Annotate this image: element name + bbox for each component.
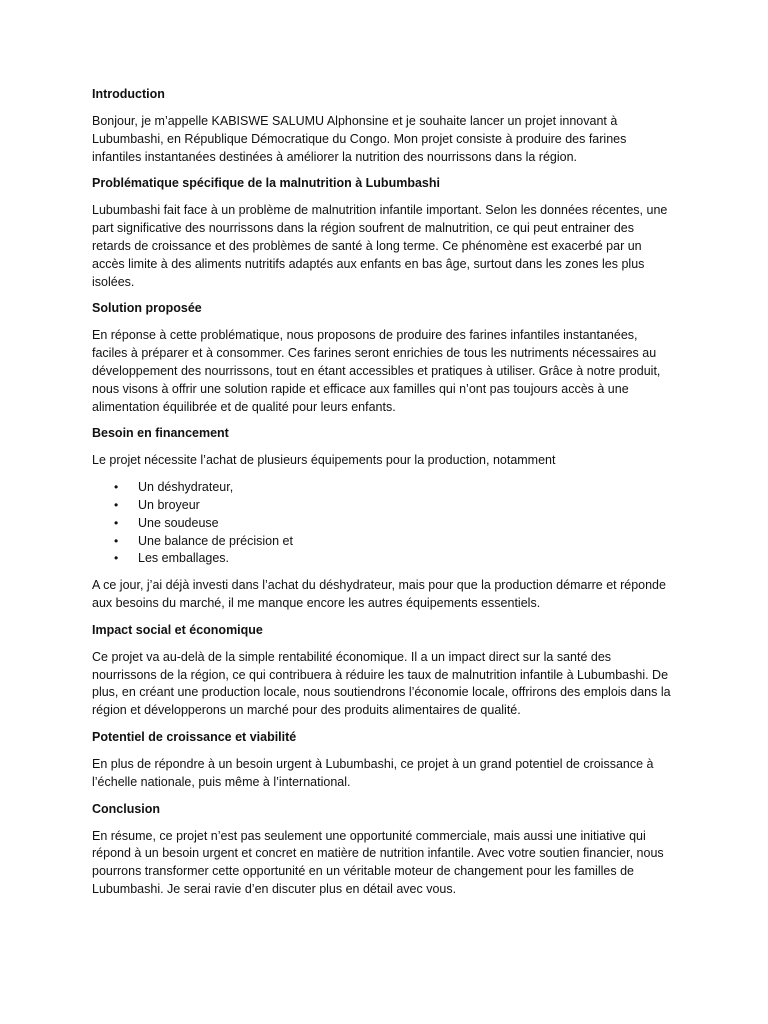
list-item-text: Une balance de précision et bbox=[138, 533, 293, 548]
paragraph-conclusion: En résume, ce projet n’est pas seulement une opportunité commerciale, mais aussi une initiative qui répond à un besoin urgent et concret en matière de nutrition infantile. Avec votre soutien financier, nous pourrons transformer cette opportunité en un véritable moteur de changement pour les familles de Lubumbashi. Je serai ravie d’en discuter plus en détail avec vous. bbox=[92, 828, 664, 896]
heading-funding: Besoin en financement bbox=[92, 426, 229, 441]
paragraph-funding-intro: Le projet nécessite l’achat de plusieurs équipements pour la production, notamment bbox=[92, 453, 556, 468]
list-item bbox=[92, 515, 676, 533]
list-item bbox=[92, 550, 676, 568]
heading-impact: Impact social et économique bbox=[92, 622, 263, 637]
bullet-icon: • bbox=[114, 533, 119, 548]
list-item-text: Un broyeur bbox=[138, 497, 200, 512]
bullet-icon: • bbox=[114, 497, 119, 512]
list-item bbox=[92, 497, 676, 515]
equipment-list bbox=[92, 479, 676, 568]
list-item bbox=[92, 533, 676, 551]
paragraph-solution: En réponse à cette problématique, nous proposons de produire des farines infantiles instantanées, faciles à préparer et à consommer. Ces farines seront enrichies de tous les nutriments nécessaires au développement des nourrissons, tout en étant accessibles et pratiques à utiliser. Grâce à notre produit, nous visons à offrir une solution rapide et efficace aux familles qui n’ont pas toujours accès à une alimentation équilibrée et de qualité pour leurs enfants. bbox=[92, 328, 661, 414]
heading-problem: Problématique spécifique de la malnutrition à Lubumbashi bbox=[92, 176, 440, 191]
bullet-icon: • bbox=[114, 480, 119, 495]
heading-introduction: Introduction bbox=[92, 87, 165, 101]
paragraph-impact: Ce projet va au-delà de la simple rentabilité économique. Il a un impact direct sur la santé des nourrissons de la région, ce qui contribuera à réduire les taux de malnutrition infantile à Lubumbashi. De plus, en créant une production locale, nous soutiendrons l’économie locale, offrirons des emplois dans la région et développerons un marché pour des produits alimentaires de qualité. bbox=[92, 649, 671, 718]
paragraph-growth: En plus de répondre à un besoin urgent à Lubumbashi, ce projet à un grand potentiel de croissance à l’échelle nationale, puis même à l’international. bbox=[92, 756, 654, 789]
paragraph-problem: Lubumbashi fait face à un problème de malnutrition infantile important. Selon les données récentes, une part significative des nourrissons dans la région soufrent de malnutrition, ce qui peut entrainer des retards de croissance et des problèmes de santé à long terme. Ce phénomène est exacerbé par un accès limite à des aliments nutritifs adaptés aux enfants en bas âge, surtout dans les zones les plus isolées. bbox=[92, 203, 668, 289]
list-item-text: Un déshydrateur, bbox=[138, 480, 234, 495]
list-item bbox=[92, 479, 676, 497]
list-item-text: Une soudeuse bbox=[138, 515, 219, 530]
heading-conclusion: Conclusion bbox=[92, 801, 161, 816]
paragraph-funding-status: A ce jour, j’ai déjà investi dans l’achat du déshydrateur, mais pour que la production démarre et réponde aux besoins du marché, il me manque encore les autres équipements essentiels. bbox=[92, 578, 666, 610]
bullet-icon: • bbox=[114, 515, 119, 530]
paragraph-introduction: Bonjour, je m’appelle KABISWE SALUMU Alphonsine et je souhaite lancer un projet innovant à Lubumbashi, en République Démocratique du Congo. Mon projet consiste à produire des farines infantiles instantanées destinées à améliorer la nutrition des nourrissons dans la région. bbox=[92, 114, 627, 164]
heading-growth: Potentiel de croissance et viabilité bbox=[92, 729, 297, 744]
list-item-text: Les emballages. bbox=[138, 551, 230, 566]
bullet-icon: • bbox=[114, 551, 119, 566]
heading-solution: Solution proposée bbox=[92, 301, 202, 316]
